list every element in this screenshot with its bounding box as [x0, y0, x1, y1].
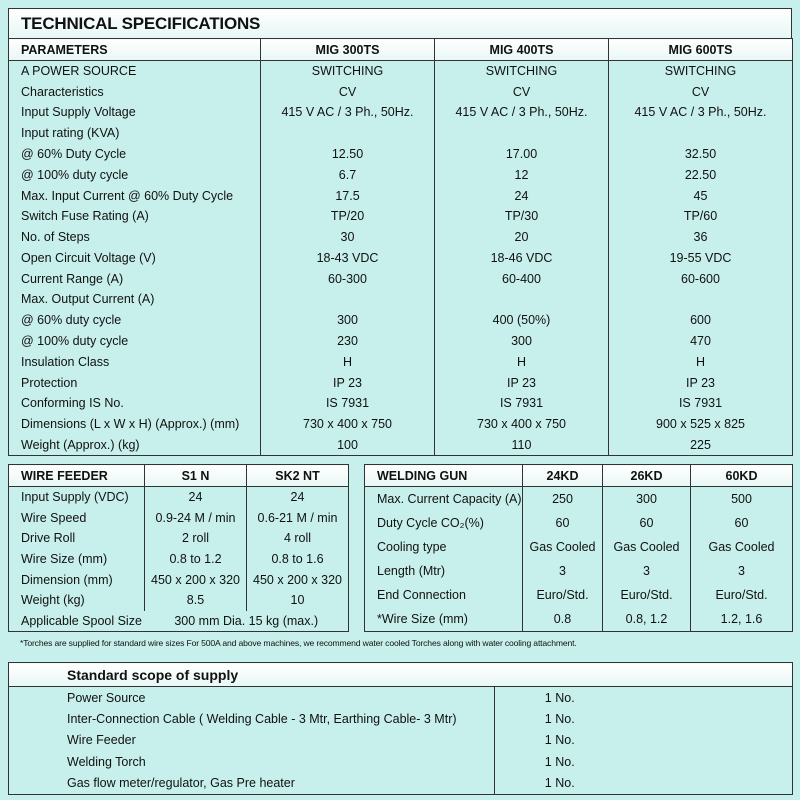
- table-cell: SWITCHING: [609, 61, 793, 82]
- table-cell: 0.9-24 M / min: [145, 507, 247, 528]
- row-label: Input rating (KVA): [21, 126, 120, 141]
- table-row: [9, 123, 793, 144]
- table-cell: [435, 123, 609, 144]
- row-label: Drive Roll: [21, 531, 76, 546]
- table-cell: 3: [603, 559, 691, 583]
- table-row: [365, 535, 793, 559]
- row-label: *Wire Size (mm): [377, 612, 468, 627]
- row-label: Applicable Spool Size: [21, 613, 142, 628]
- table-row: [9, 289, 793, 310]
- table-row: [9, 372, 793, 393]
- welding-gun-header-row: [365, 465, 793, 487]
- table-cell: 60-300: [261, 268, 435, 289]
- table-cell: 0.8 to 1.6: [247, 549, 349, 570]
- row-label: Weight (Approx.) (kg): [21, 437, 140, 452]
- table-cell: 250: [523, 487, 603, 511]
- row-label: Max. Output Current (A): [21, 292, 155, 307]
- row-label: Current Range (A): [21, 271, 124, 286]
- table-cell: 450 x 200 x 320: [247, 569, 349, 590]
- table-cell: 600: [609, 310, 793, 331]
- table-cell: IS 7931: [261, 393, 435, 414]
- welding-gun-table: [364, 464, 793, 632]
- specifications-table: [8, 38, 793, 456]
- supply-quantity: 1 No.: [495, 687, 625, 709]
- table-cell: 110: [435, 435, 609, 456]
- table-cell: 12.50: [261, 144, 435, 165]
- row-label: No. of Steps: [21, 230, 90, 245]
- table-row: [9, 144, 793, 165]
- row-label: @ 100% duty cycle: [21, 334, 129, 349]
- table-cell: 400 (50%): [435, 310, 609, 331]
- table-cell: 4 roll: [247, 528, 349, 549]
- table-cell: 24: [435, 185, 609, 206]
- column-header: S1 N: [145, 465, 247, 487]
- table-cell: 415 V AC / 3 Ph., 50Hz.: [261, 102, 435, 123]
- table-row: [9, 773, 793, 795]
- table-cell: 60: [691, 511, 793, 535]
- table-cell: 30: [261, 227, 435, 248]
- column-header: WELDING GUN: [365, 465, 523, 487]
- supply-item: Wire Feeder: [67, 733, 136, 748]
- table-cell: Gas Cooled: [603, 535, 691, 559]
- supply-quantity: 1 No.: [495, 730, 625, 752]
- table-cell: 3: [523, 559, 603, 583]
- row-label: @ 60% Duty Cycle: [21, 147, 127, 162]
- table-cell: 60: [523, 511, 603, 535]
- page-title: TECHNICAL SPECIFICATIONS: [8, 8, 792, 38]
- table-cell: 1.2, 1.6: [691, 607, 793, 631]
- table-cell: TP/60: [609, 206, 793, 227]
- table-row: [9, 227, 793, 248]
- row-label: Conforming IS No.: [21, 396, 124, 411]
- column-header: MIG 300TS: [261, 39, 435, 61]
- row-label: Input Supply Voltage: [21, 105, 136, 120]
- empty-cell: [625, 773, 793, 795]
- table-row: [9, 730, 793, 752]
- table-cell: [261, 123, 435, 144]
- table-cell: 24: [145, 487, 247, 508]
- table-cell: 17.5: [261, 185, 435, 206]
- table-row: [9, 331, 793, 352]
- row-label: Switch Fuse Rating (A): [21, 209, 149, 224]
- table-cell: 230: [261, 331, 435, 352]
- supply-item: Power Source: [67, 690, 146, 705]
- table-row: [9, 61, 793, 82]
- table-row: [9, 206, 793, 227]
- table-row: [9, 414, 793, 435]
- row-label: Insulation Class: [21, 354, 110, 369]
- table-cell: Euro/Std.: [523, 583, 603, 607]
- table-row: [9, 611, 349, 632]
- row-label: Dimension (mm): [21, 572, 113, 587]
- table-cell: 450 x 200 x 320: [145, 569, 247, 590]
- table-cell: CV: [261, 81, 435, 102]
- row-label: Dimensions (L x W x H) (Approx.) (mm): [21, 417, 240, 432]
- table-row: [9, 708, 793, 730]
- supply-quantity: 1 No.: [495, 708, 625, 730]
- row-label: Characteristics: [21, 84, 104, 99]
- wire-feeder-header-row: [9, 465, 349, 487]
- table-row: [9, 164, 793, 185]
- table-row: [9, 351, 793, 372]
- row-label: Length (Mtr): [377, 564, 446, 579]
- table-row: [9, 248, 793, 269]
- row-label: Input Supply (VDC): [21, 490, 129, 505]
- table-row: [365, 607, 793, 631]
- table-cell: 730 x 400 x 750: [435, 414, 609, 435]
- table-cell: 60-400: [435, 268, 609, 289]
- table-cell: 3: [691, 559, 793, 583]
- table-row: [9, 102, 793, 123]
- scope-header-row: [9, 663, 793, 687]
- row-label: A POWER SOURCE: [21, 64, 137, 79]
- empty-cell: [625, 708, 793, 730]
- table-row: [9, 268, 793, 289]
- table-cell: 900 x 525 x 825: [609, 414, 793, 435]
- row-label: @ 60% duty cycle: [21, 313, 122, 328]
- table-cell: TP/30: [435, 206, 609, 227]
- column-header: WIRE FEEDER: [9, 465, 145, 487]
- table-cell: 18-43 VDC: [261, 248, 435, 269]
- table-row: [9, 487, 349, 508]
- table-cell: H: [609, 351, 793, 372]
- table-cell: [609, 289, 793, 310]
- table-row: [9, 507, 349, 528]
- table-row: [9, 435, 793, 456]
- table-cell: SWITCHING: [261, 61, 435, 82]
- table-cell: IP 23: [435, 372, 609, 393]
- table-row: [9, 393, 793, 414]
- table-cell: 225: [609, 435, 793, 456]
- table-cell: 0.8: [523, 607, 603, 631]
- row-label: Wire Size (mm): [21, 551, 108, 566]
- table-cell: 415 V AC / 3 Ph., 50Hz.: [609, 102, 793, 123]
- column-header: 26KD: [603, 465, 691, 487]
- table-cell: 2 roll: [145, 528, 247, 549]
- table-cell: 36: [609, 227, 793, 248]
- table-cell: Gas Cooled: [523, 535, 603, 559]
- row-label: Max. Input Current @ 60% Duty Cycle: [21, 188, 234, 203]
- table-cell: Euro/Std.: [691, 583, 793, 607]
- empty-cell: [625, 730, 793, 752]
- table-row: [9, 590, 349, 611]
- table-row: [365, 511, 793, 535]
- table-cell: 730 x 400 x 750: [261, 414, 435, 435]
- table-cell: 6.7: [261, 164, 435, 185]
- scope-title: Standard scope of supply: [9, 663, 793, 687]
- table-cell: 32.50: [609, 144, 793, 165]
- table-cell: 60: [603, 511, 691, 535]
- row-label: End Connection: [377, 588, 466, 603]
- table-cell: IP 23: [609, 372, 793, 393]
- empty-cell: [625, 687, 793, 709]
- table-cell: 8.5: [145, 590, 247, 611]
- table-cell: 0.8 to 1.2: [145, 549, 247, 570]
- table-row: [9, 549, 349, 570]
- table-cell: 22.50: [609, 164, 793, 185]
- table-row: [9, 751, 793, 773]
- table-cell: 100: [261, 435, 435, 456]
- column-header: MIG 400TS: [435, 39, 609, 61]
- table-row: [365, 487, 793, 511]
- table-cell: 17.00: [435, 144, 609, 165]
- table-row: [9, 528, 349, 549]
- table-cell: 500: [691, 487, 793, 511]
- table-cell: H: [435, 351, 609, 372]
- specifications-header-row: [9, 39, 793, 61]
- row-label: Cooling type: [377, 539, 447, 554]
- table-row: [9, 310, 793, 331]
- table-cell: 10: [247, 590, 349, 611]
- table-cell: 12: [435, 164, 609, 185]
- table-cell: Gas Cooled: [691, 535, 793, 559]
- table-cell: 60-600: [609, 268, 793, 289]
- table-cell: 470: [609, 331, 793, 352]
- table-cell: 300: [603, 487, 691, 511]
- table-cell: 18-46 VDC: [435, 248, 609, 269]
- row-label: Weight (kg): [21, 593, 85, 608]
- table-cell: SWITCHING: [435, 61, 609, 82]
- table-row: [9, 185, 793, 206]
- table-cell: 24: [247, 487, 349, 508]
- row-label: @ 100% duty cycle: [21, 167, 129, 182]
- table-cell: 19-55 VDC: [609, 248, 793, 269]
- table-cell: 300: [261, 310, 435, 331]
- supply-item: Inter-Connection Cable ( Welding Cable - 3 Mtr, Earthing Cable- 3 Mtr): [67, 711, 457, 726]
- table-cell: 45: [609, 185, 793, 206]
- table-cell: 300 mm Dia. 15 kg (max.): [174, 613, 319, 628]
- table-row: [365, 559, 793, 583]
- table-cell: CV: [609, 81, 793, 102]
- table-cell: IS 7931: [609, 393, 793, 414]
- column-header: SK2 NT: [247, 465, 349, 487]
- table-cell: TP/20: [261, 206, 435, 227]
- table-row: [9, 81, 793, 102]
- column-header: PARAMETERS: [9, 39, 261, 61]
- scope-of-supply-table: [8, 662, 793, 795]
- column-header: MIG 600TS: [609, 39, 793, 61]
- table-cell: IS 7931: [435, 393, 609, 414]
- empty-cell: [625, 751, 793, 773]
- table-cell: IP 23: [261, 372, 435, 393]
- table-cell: [435, 289, 609, 310]
- column-header: 60KD: [691, 465, 793, 487]
- table-cell: [261, 289, 435, 310]
- table-cell: [609, 123, 793, 144]
- row-label: Open Circuit Voltage (V): [21, 250, 156, 265]
- table-row: [9, 687, 793, 709]
- row-label: Max. Current Capacity (A): [377, 491, 522, 506]
- wire-feeder-table: [8, 464, 349, 632]
- table-cell: 0.6-21 M / min: [247, 507, 349, 528]
- footnote: *Torches are supplied for standard wire sizes For 500A and above machines, we recommend water cooled Torches along with water cooling attachment.: [20, 638, 577, 648]
- table-cell: 0.8, 1.2: [603, 607, 691, 631]
- column-header: 24KD: [523, 465, 603, 487]
- row-label: Wire Speed: [21, 510, 87, 525]
- supply-quantity: 1 No.: [495, 773, 625, 795]
- table-cell: CV: [435, 81, 609, 102]
- row-label: Protection: [21, 375, 78, 390]
- supply-quantity: 1 No.: [495, 751, 625, 773]
- supply-item: Gas flow meter/regulator, Gas Pre heater: [67, 776, 295, 791]
- table-cell: 415 V AC / 3 Ph., 50Hz.: [435, 102, 609, 123]
- table-cell: H: [261, 351, 435, 372]
- table-cell: 300: [435, 331, 609, 352]
- table-row: [365, 583, 793, 607]
- table-cell: 20: [435, 227, 609, 248]
- supply-item: Welding Torch: [67, 755, 146, 770]
- table-cell: Euro/Std.: [603, 583, 691, 607]
- table-row: [9, 569, 349, 590]
- row-label: Duty Cycle CO₂(%): [377, 515, 484, 530]
